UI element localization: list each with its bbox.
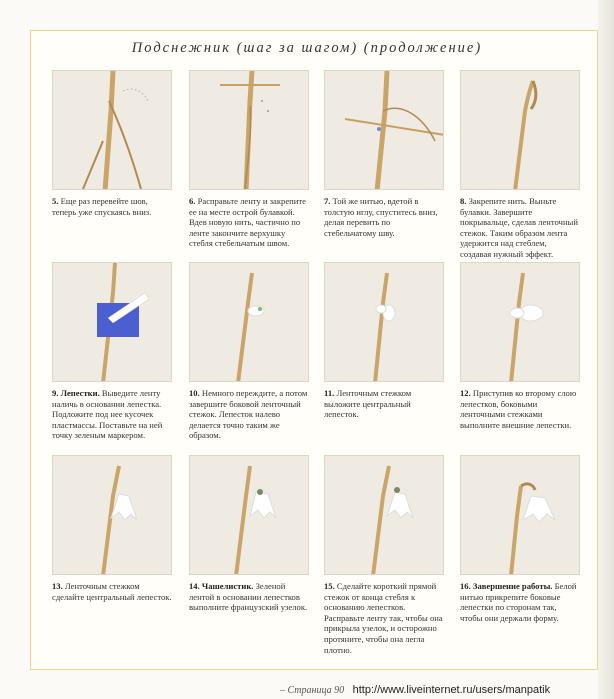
step-10 — [189, 262, 309, 441]
step-caption: 11. Ленточным стежком выложите центральный лепесток. — [324, 388, 412, 420]
step-caption: 15. Сделайте короткий прямой стежок от конца стебля к основанию лепестков. Расправьте ленту так, чтобы она прикрыла узелок, и осторожно протяните, чтобы она легла плотно. — [324, 581, 443, 655]
page-footer — [280, 684, 550, 696]
step-caption: 8. Закрепите нить. Выньте булавки. Завершите покрывальце, сделав ленточный стежок. Таким образом лента удержится над стеблем, создавая нужный эффект. — [460, 196, 578, 259]
step-13-illustration — [53, 456, 172, 575]
step-13 — [52, 455, 172, 602]
step-photo — [52, 70, 172, 190]
page-fold-shadow — [598, 0, 614, 699]
step-caption: 13. Ленточным стежком сделайте центральный лепесток. — [52, 581, 172, 602]
step-12 — [460, 262, 580, 430]
step-14 — [189, 455, 309, 613]
step-photo — [189, 455, 309, 575]
watermark-url: http://www.liveinternet.ru/users/manpatik — [352, 684, 551, 696]
step-8-illustration — [461, 71, 580, 190]
step-caption: 7. Той же нитью, вдетой в толстую иглу, спуститесь вниз, делая перевить по стебельчатому шву. — [324, 196, 438, 238]
step-15-illustration — [325, 456, 444, 575]
step-7 — [324, 70, 444, 238]
step-caption: 10. Немного переждите, а потом завершите боковой ленточный стежок. Лепесток налево делается точно таким же образом. — [189, 388, 308, 441]
step-caption: 12. Приступив ко второму слою лепестков, боковыми ленточными стежками выполните внешние лепестки. — [460, 388, 577, 430]
step-16-illustration — [461, 456, 580, 575]
step-6 — [189, 70, 309, 249]
step-photo — [460, 455, 580, 575]
step-photo — [189, 262, 309, 382]
page-number: – Страница 90 — [280, 685, 345, 696]
step-10-illustration — [190, 263, 309, 382]
step-photo — [189, 70, 309, 190]
step-5-illustration — [53, 71, 172, 190]
step-11-illustration — [325, 263, 444, 382]
step-photo — [52, 455, 172, 575]
step-photo — [324, 455, 444, 575]
step-14-illustration — [190, 456, 309, 575]
step-photo — [324, 70, 444, 190]
step-7-illustration — [325, 71, 444, 190]
step-12-illustration — [461, 263, 580, 382]
step-8 — [460, 70, 580, 260]
step-16 — [460, 455, 580, 623]
step-caption: 6. Расправьте ленту и закрепите ее на месте острой булавкой. Вдев новую нить, частично по ленте закончите верхушку стебля стебельчатым швом. — [189, 196, 306, 249]
step-5 — [52, 70, 172, 217]
step-caption: 5. Еще раз перевейте шов, теперь уже спускаясь вниз. — [52, 196, 152, 217]
page-title: Подснежник (шаг за шагом) (продолжение) — [131, 40, 483, 56]
step-caption: 14. Чашелистик. Зеленой лентой в основании лепестков выполните французский узелок. — [189, 581, 308, 613]
step-photo — [324, 262, 444, 382]
step-caption: 9. Лепестки. Выведите ленту наличь в основании лепестка. Подложите под нее кусочек пластмассы. Поставьте на ней точку зеленым маркером. — [52, 388, 163, 441]
step-photo — [460, 262, 580, 382]
step-11 — [324, 262, 444, 420]
step-9-illustration — [53, 263, 172, 382]
step-caption: 16. Завершение работы. Белой нитью прикрепите боковые лепестки по сторонам так, чтобы они держали форму. — [460, 581, 577, 623]
step-9 — [52, 262, 172, 441]
step-15 — [324, 455, 444, 655]
step-photo — [460, 70, 580, 190]
step-photo — [52, 262, 172, 382]
step-6-illustration — [190, 71, 309, 190]
